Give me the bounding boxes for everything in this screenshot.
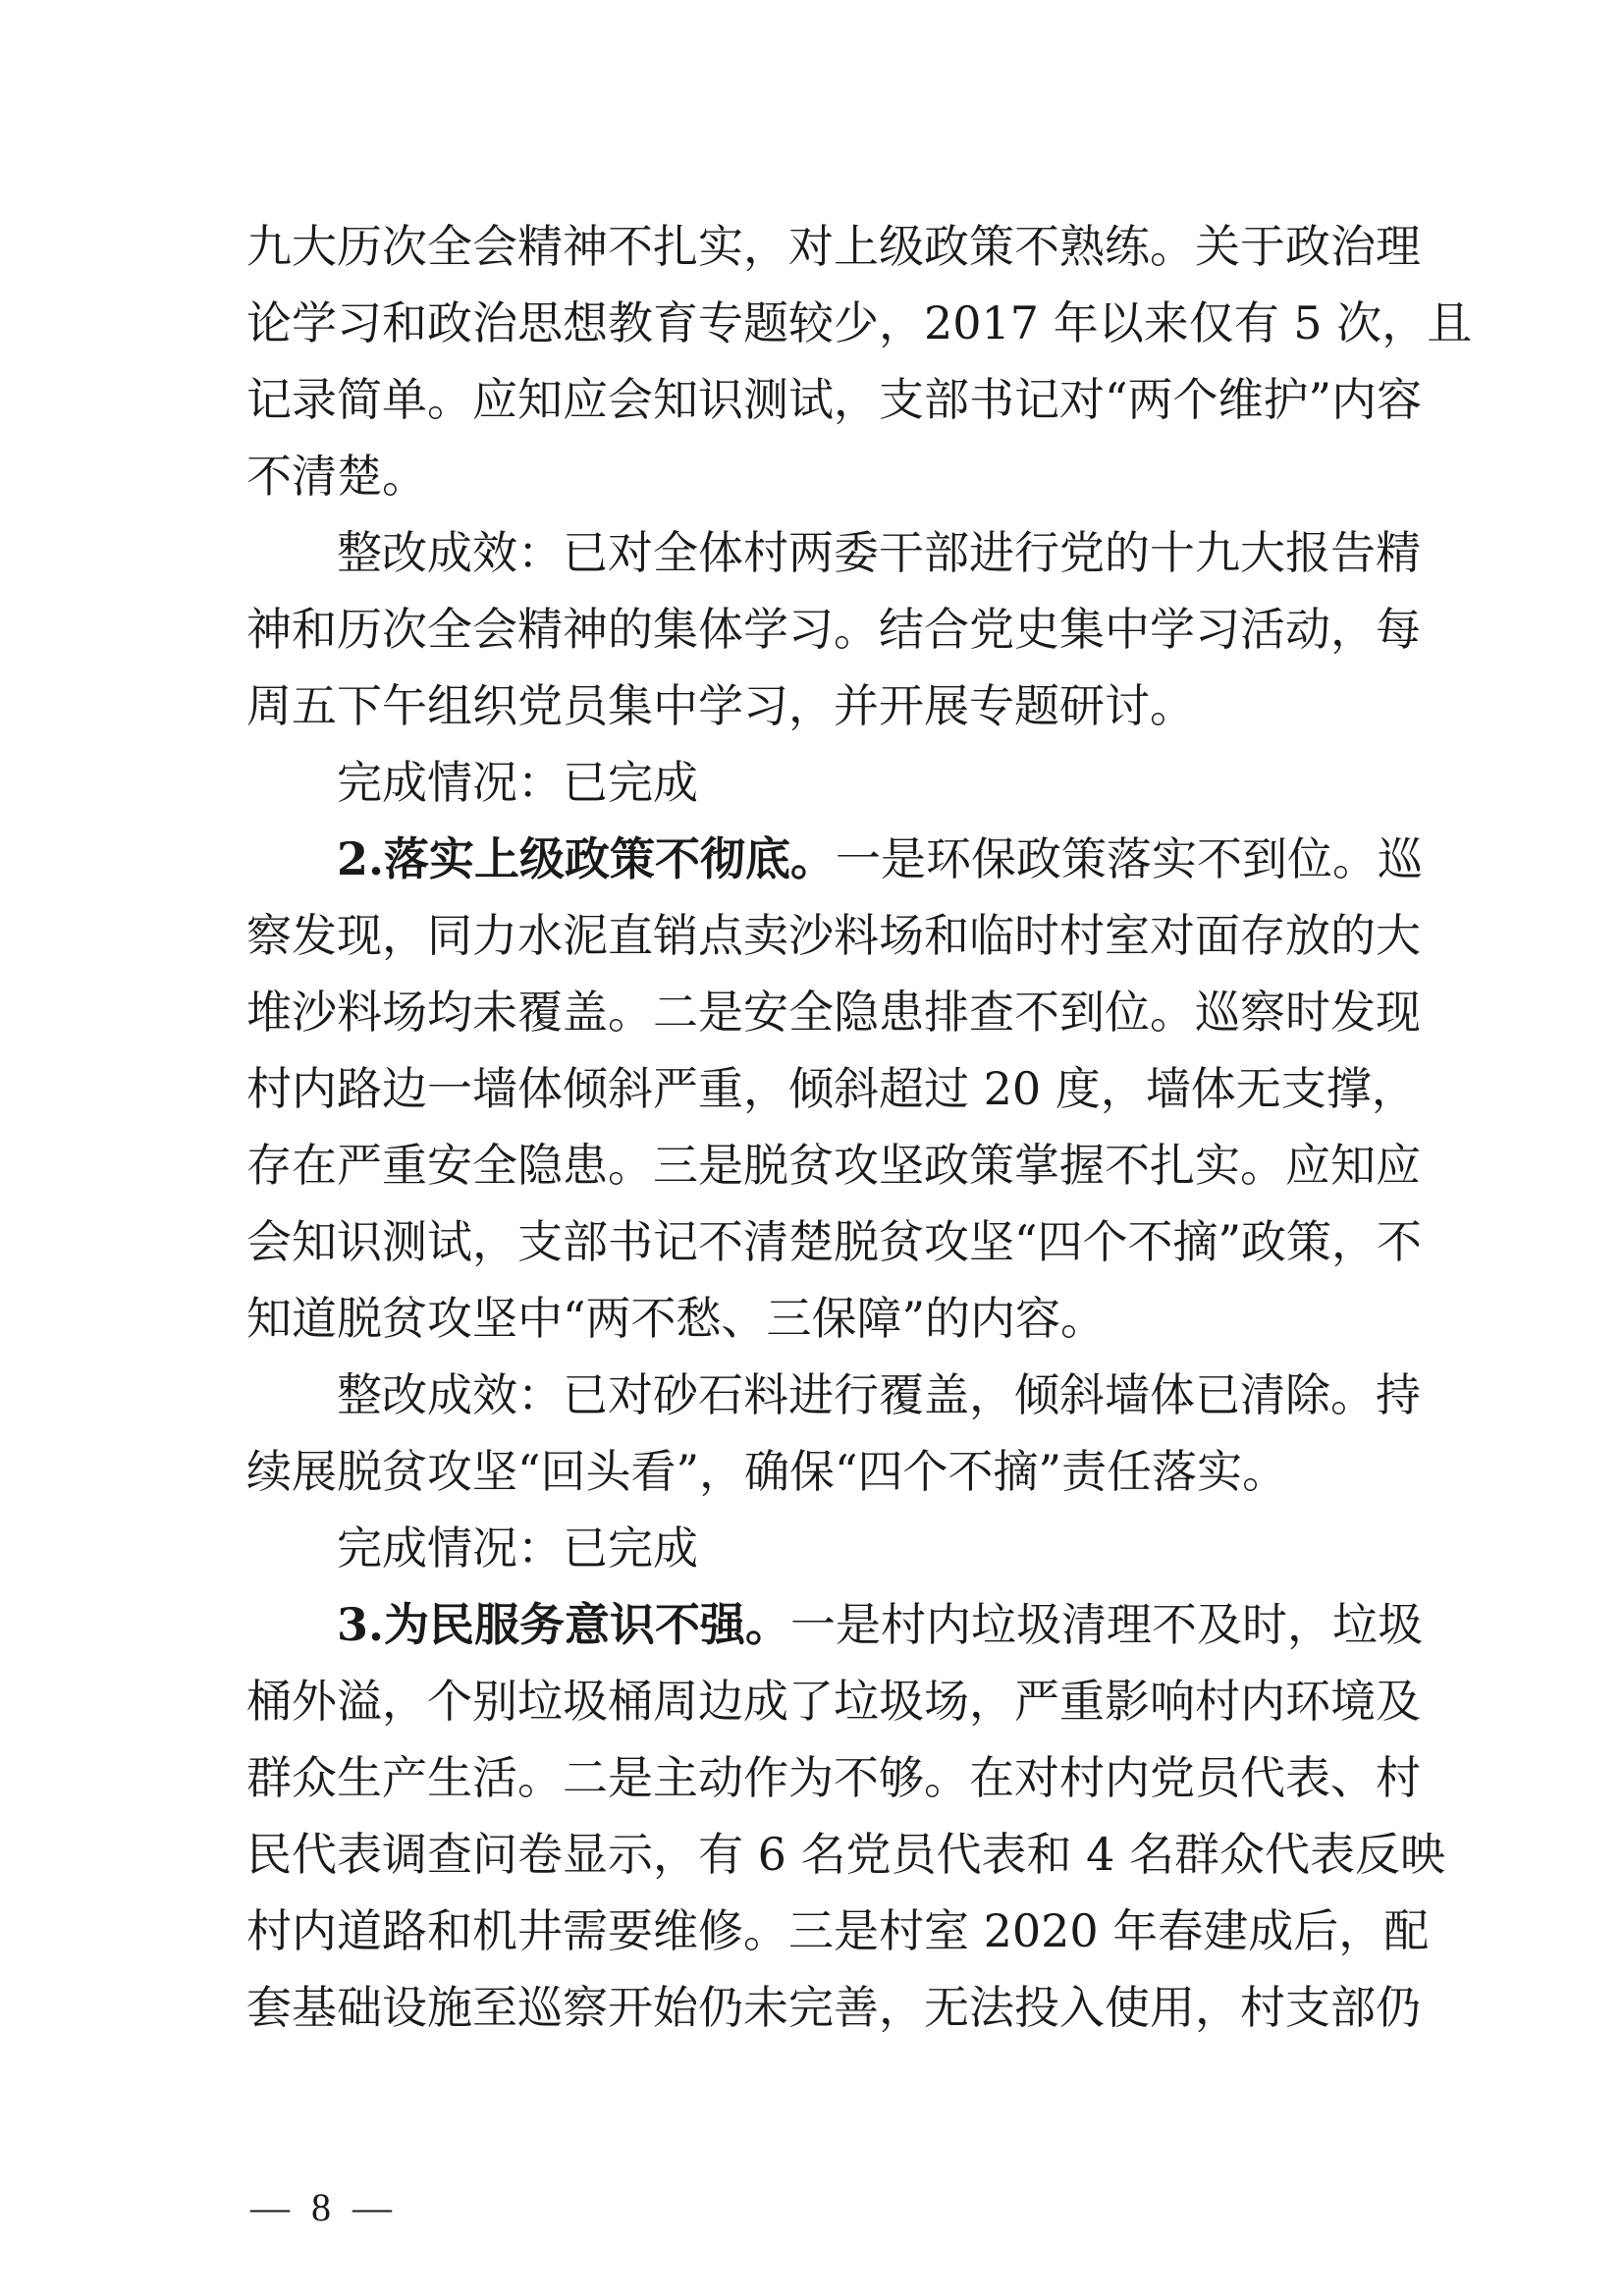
paragraph-completion-status-1 <box>246 744 1387 821</box>
text-line: 村内道路和机井需要维修。三是村室 2020 年春建成后，配 <box>246 1904 1430 1957</box>
text-line: 套基础设施至巡察开始仍未完善，无法投入使用，村支部仍 <box>246 1981 1421 2034</box>
paragraph-rectification-result-1 <box>246 514 1421 744</box>
text-line: 知道脱贫攻坚中“两不愁、三保障”的内容。 <box>246 1292 1107 1345</box>
text-segment: 一是环保政策落实不到位。巡 <box>836 832 1424 885</box>
text-line: 会知识测试，支部书记不清楚脱贫攻坚“四个不摘”政策，不 <box>246 1215 1423 1268</box>
issue-heading: 2.落实上级政策不彻底。 <box>337 832 837 885</box>
text-line: 完成情况：已完成 <box>337 756 698 809</box>
text-line: 整改成效：已对全体村两委干部进行党的十九大报告精 <box>337 526 1421 579</box>
text-line <box>246 821 1424 897</box>
text-line: 记录简单。应知应会知识测试，支部书记对“两个维护”内容 <box>246 373 1423 426</box>
text-line: 周五下午组织党员集中学习，并开展专题研讨。 <box>246 679 1195 732</box>
issue-heading: 3.为民服务意识不强。 <box>337 1598 791 1651</box>
document-body <box>246 208 1473 2046</box>
text-line: 整改成效：已对砂石料进行覆盖，倾斜墙体已清除。持 <box>337 1368 1421 1421</box>
text-line: 民代表调查问卷显示，有 6 名党员代表和 4 名群众代表反映 <box>246 1828 1446 1881</box>
text-line: 村内路边一墙体倾斜严重，倾斜超过 20 度，墙体无支撑， <box>246 1062 1417 1115</box>
text-line <box>246 1586 1424 1663</box>
paragraph-issue-3 <box>246 1586 1446 2046</box>
paragraph-continuation <box>246 208 1473 514</box>
text-line: 存在严重安全隐患。三是脱贫攻坚政策掌握不扎实。应知应 <box>246 1139 1421 1192</box>
text-segment: 一是村内垃圾清理不及时，垃圾 <box>790 1598 1424 1651</box>
text-line: 群众生产生活。二是主动作为不够。在对村内党员代表、村 <box>246 1751 1421 1804</box>
text-line: 神和历次全会精神的集体学习。结合党史集中学习活动，每 <box>246 603 1421 656</box>
paragraph-issue-2 <box>246 821 1424 1357</box>
text-line: 九大历次全会精神不扎实，对上级政策不熟练。关于政治理 <box>246 220 1421 273</box>
text-line: 堆沙料场均未覆盖。二是安全隐患排查不到位。巡察时发现 <box>246 986 1421 1039</box>
text-line: 桶外溢，个别垃圾桶周边成了垃圾场，严重影响村内环境及 <box>246 1675 1421 1728</box>
text-line: 完成情况：已完成 <box>337 1522 698 1575</box>
page-number: — 8 — <box>250 2185 398 2229</box>
text-line: 续展脱贫攻坚“回头看”，确保“四个不摘”责任落实。 <box>246 1445 1288 1498</box>
text-line: 察发现，同力水泥直销点卖沙料场和临时村室对面存放的大 <box>246 909 1421 962</box>
paragraph-rectification-result-2 <box>246 1357 1421 1510</box>
text-line: 不清楚。 <box>246 450 427 503</box>
paragraph-completion-status-2 <box>246 1510 1387 1586</box>
text-line: 论学习和政治思想教育专题较少，2017 年以来仅有 5 次，且 <box>246 296 1473 349</box>
